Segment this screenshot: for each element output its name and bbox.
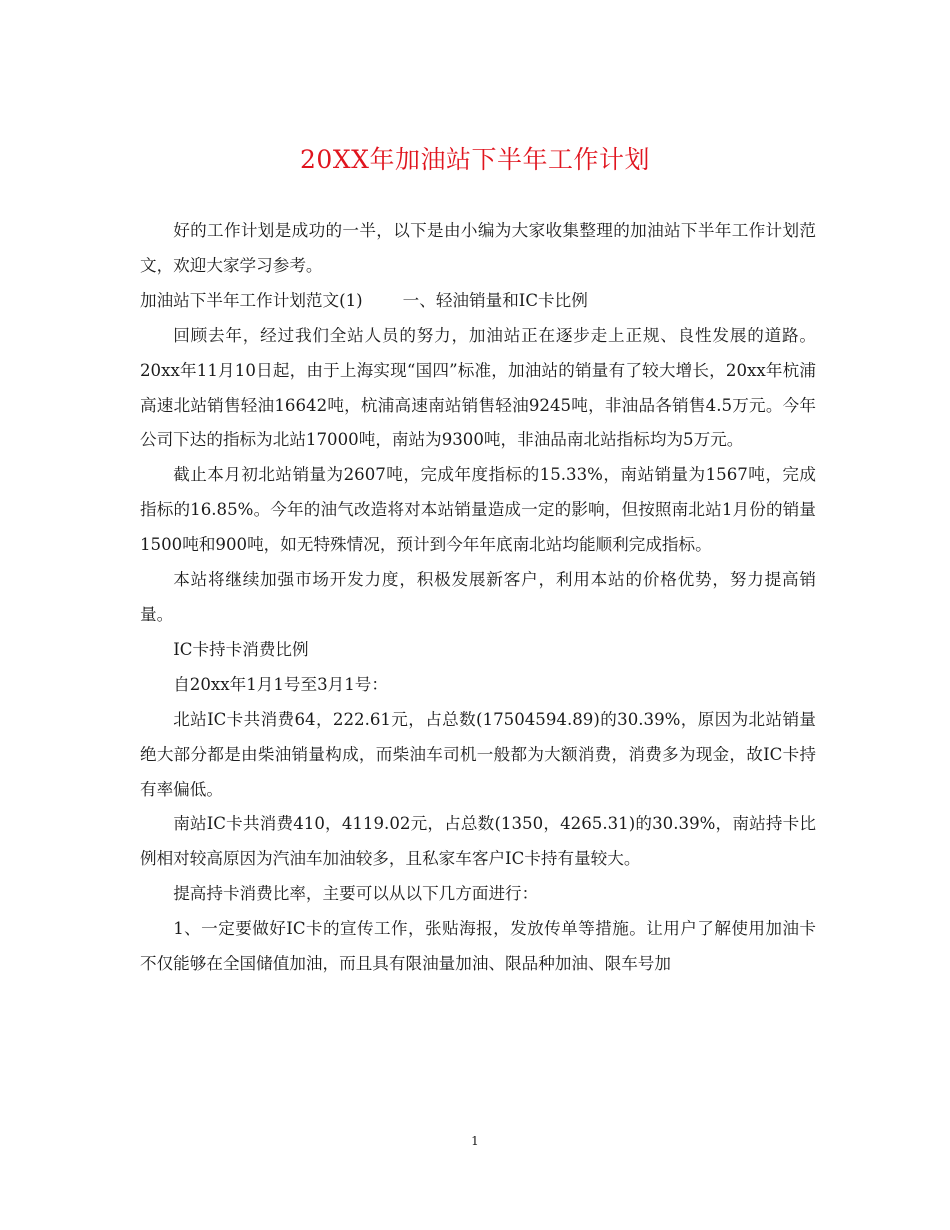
body-paragraph: 本站将继续加强市场开发力度，积极发展新客户，利用本站的价格优势，努力提高销量。: [140, 570, 816, 624]
page-number: 1: [471, 1134, 479, 1148]
intro-paragraph: 好的工作计划是成功的一半，以下是由小编为大家收集整理的加油站下半年工作计划范文，欢迎大家学习参考。: [140, 221, 816, 275]
body-paragraph: 回顾去年，经过我们全站人员的努力，加油站正在逐步走上正规、良性发展的道路。20xx年11月10日起，由于上海实现“国四”标准，加油站的销量有了较大增长，20xx年杭浦高速北站销售轻油16642吨，杭浦高速南站销售轻油9245吨，非油品各销售4.5万元。今年公司下达的指标为北站17000吨，南站为9300吨，非油品南北站指标均为5万元。: [140, 325, 816, 450]
body-paragraph: 自20xx年1月1号至3月1号：: [173, 674, 388, 694]
section-heading-subtitle: 一、轻油销量和IC卡比例: [402, 290, 588, 310]
document-body: [140, 214, 816, 982]
body-paragraph: 1、一定要做好IC卡的宣传工作，张贴海报，发放传单等措施。让用户了解使用加油卡不仅能够在全国储值加油，而且具有限油量加油、限品种加油、限车号加: [140, 919, 816, 974]
body-paragraph: 截止本月初北站销量为2607吨，完成年度指标的15.33%，南站销量为1567吨，完成指标的16.85%。今年的油气改造将对本站销量造成一定的影响，但按照南北站1月份的销量1500吨和900吨，如无特殊情况，预计到今年年底南北站均能顺利完成指标。: [140, 465, 816, 555]
body-paragraph: 提高持卡消费比率，主要可以从以下几方面进行：: [173, 884, 539, 904]
section-heading-line: [140, 284, 816, 319]
section-heading-title: 加油站下半年工作计划范文(1): [140, 290, 363, 310]
body-paragraph: 南站IC卡共消费410，4119.02元，占总数(1350，4265.31)的30.39%，南站持卡比例相对较高原因为汽油车加油较多，且私家车客户IC卡持有量较大。: [140, 814, 816, 869]
body-paragraph: 北站IC卡共消费64，222.61元，占总数(17504594.89)的30.39%，原因为北站销量绝大部分都是由柴油销量构成，而柴油车司机一般都为大额消费，消费多为现金，故IC卡持有率偏低。: [140, 709, 816, 799]
document-title: 20XX年加油站下半年工作计划: [300, 145, 650, 174]
body-paragraph: IC卡持卡消费比例: [173, 639, 309, 659]
